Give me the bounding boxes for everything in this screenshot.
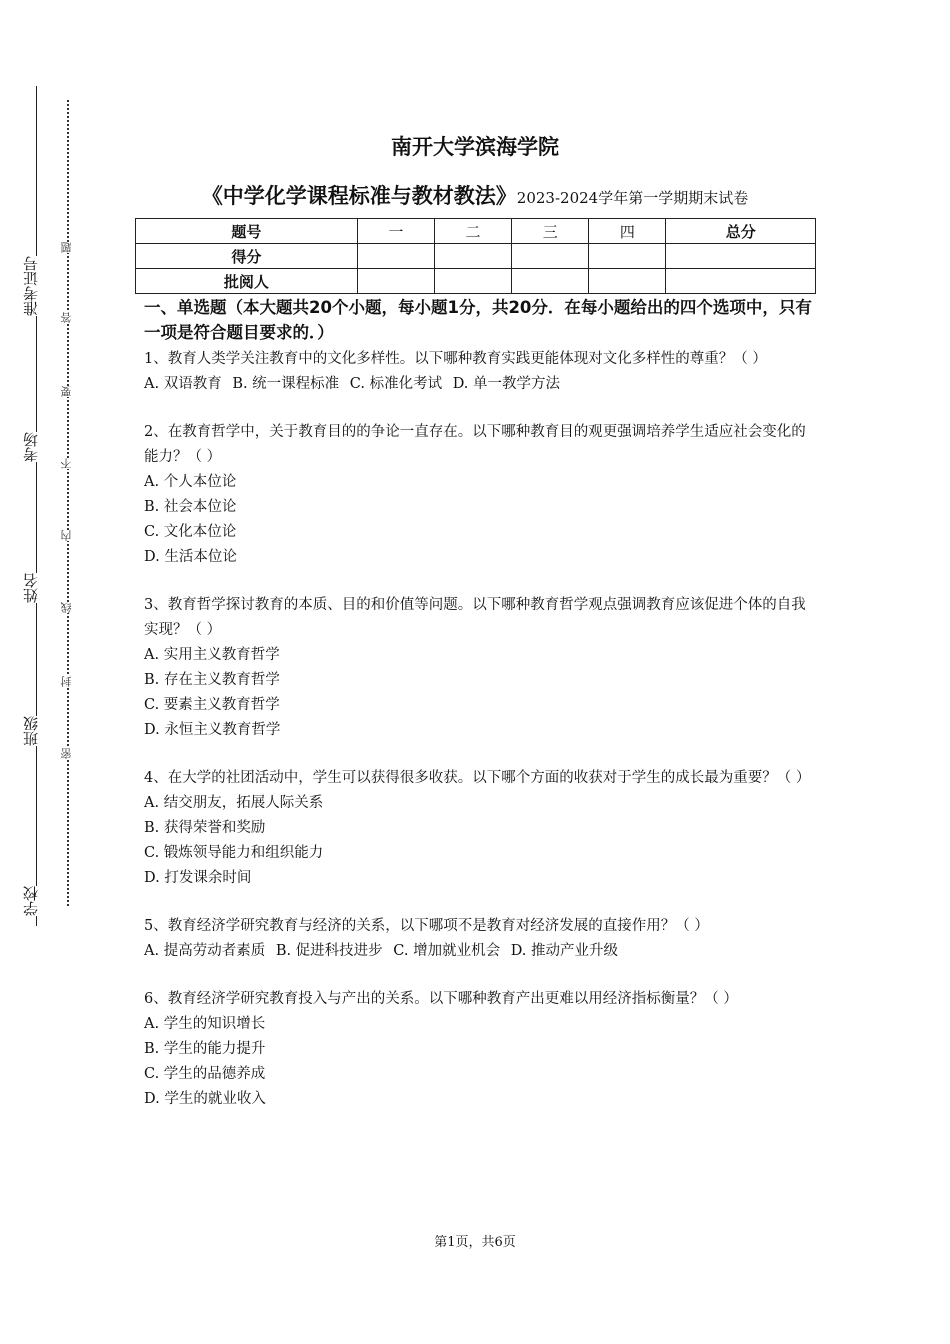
- school-label: 学校: [22, 886, 40, 916]
- course-title: 《中学化学课程标准与教材教法》: [201, 184, 517, 208]
- option-d: D. 永恒主义教育哲学: [144, 722, 281, 738]
- question-5: [144, 914, 816, 964]
- question-stem: 6、教育经济学研究教育投入与产出的关系。以下哪种教育产出更难以用经济指标衡量？（ ）: [144, 991, 738, 1007]
- question-4: [144, 766, 816, 891]
- question-2: [144, 420, 816, 570]
- section-title: 一、单选题（本大题共20个小题，每小题1分，共20分．在每小题给出的四个选项中，只有一项是符合题目要求的．）: [144, 298, 812, 342]
- admission-number-label: 准考证号: [22, 256, 40, 316]
- seal-char: 封: [60, 676, 73, 687]
- option-b: B. 学生的能力提升: [144, 1041, 266, 1057]
- reviewer-cell: [666, 269, 816, 294]
- option-a: A. 提高劳动者素质: [144, 943, 266, 959]
- option-c: C. 锻炼领导能力和组织能力: [144, 845, 324, 861]
- binding-line: [36, 86, 37, 926]
- seal-char: 线: [60, 602, 73, 613]
- school-name: 南开大学滨海学院: [391, 135, 559, 159]
- option-a: A. 学生的知识增长: [144, 1016, 266, 1032]
- score-cell: [589, 244, 666, 269]
- class-label: 班级: [22, 716, 40, 746]
- options-row: [144, 372, 816, 397]
- option-b: B. 获得荣誉和奖励: [144, 820, 266, 836]
- reviewer-cell: [434, 269, 511, 294]
- row-label-score: 得分: [136, 244, 358, 269]
- option-a: A. 双语教育: [144, 376, 222, 392]
- option-c: C. 增加就业机会: [393, 943, 501, 959]
- seal-dotted-line: [67, 100, 69, 906]
- header-cell: 总分: [666, 219, 816, 244]
- option-a: A. 实用主义教育哲学: [144, 647, 280, 663]
- header-cell: 一: [357, 219, 434, 244]
- seal-char: 要: [60, 386, 73, 397]
- option-d: D. 生活本位论: [144, 549, 237, 565]
- option-d: D. 学生的就业收入: [144, 1091, 266, 1107]
- question-1: [144, 347, 816, 397]
- exam-title: [0, 180, 950, 210]
- score-table: [135, 218, 816, 294]
- score-cell: [666, 244, 816, 269]
- option-c: C. 学生的品德养成: [144, 1066, 266, 1082]
- option-b: B. 统一课程标准: [232, 376, 340, 392]
- exam-info: 2023-2024学年第一学期期末试卷: [516, 189, 749, 207]
- option-b: B. 社会本位论: [144, 499, 237, 515]
- name-label: 姓名: [22, 573, 40, 603]
- header-cell: 四: [589, 219, 666, 244]
- option-b: B. 促进科技进步: [275, 943, 383, 959]
- seal-char: 内: [60, 530, 73, 541]
- question-content: [144, 295, 816, 1135]
- question-3: [144, 593, 816, 743]
- seal-char: 题: [60, 242, 73, 253]
- score-cell: [434, 244, 511, 269]
- header-cell: 题号: [136, 219, 358, 244]
- seal-char: 密: [60, 748, 73, 759]
- option-d: D. 打发课余时间: [144, 870, 252, 886]
- question-stem: 3、教育哲学探讨教育的本质、目的和价值等问题。以下哪种教育哲学观点强调教育应该促进个体的自我实现？（ ）: [144, 597, 806, 638]
- score-row: [136, 244, 816, 269]
- option-a: A. 结交朋友，拓展人际关系: [144, 795, 324, 811]
- seal-char: 不: [60, 458, 73, 469]
- score-table-header-row: [136, 219, 816, 244]
- reviewer-row: [136, 269, 816, 294]
- score-cell: [357, 244, 434, 269]
- exam-room-label: 考场: [22, 432, 40, 462]
- option-c: C. 文化本位论: [144, 524, 237, 540]
- question-stem: 5、教育经济学研究教育与经济的关系，以下哪项不是教育对经济发展的直接作用？（ ）: [144, 918, 709, 934]
- header-cell: 三: [512, 219, 589, 244]
- question-6: [144, 987, 816, 1112]
- page-footer: 第1页，共6页: [434, 1235, 516, 1250]
- option-a: A. 个人本位论: [144, 474, 237, 490]
- question-stem: 1、教育人类学关注教育中的文化多样性。以下哪种教育实践更能体现对文化多样性的尊重？（ ）: [144, 351, 767, 367]
- question-stem: 4、在大学的社团活动中，学生可以获得很多收获。以下哪个方面的收获对于学生的成长最为重要？（ ）: [144, 770, 811, 786]
- option-c: C. 标准化考试: [349, 376, 443, 392]
- reviewer-cell: [589, 269, 666, 294]
- seal-char: 答: [60, 312, 73, 323]
- reviewer-cell: [357, 269, 434, 294]
- option-d: D. 单一教学方法: [452, 376, 561, 392]
- options-row: [144, 939, 816, 964]
- option-c: C. 要素主义教育哲学: [144, 697, 280, 713]
- question-stem: 2、在教育哲学中，关于教育目的的争论一直存在。以下哪种教育目的观更强调培养学生适应社会变化的能力？（ ）: [144, 424, 806, 465]
- option-b: B. 存在主义教育哲学: [144, 672, 280, 688]
- row-label-reviewer: 批阅人: [136, 269, 358, 294]
- option-d: D. 推动产业升级: [510, 943, 619, 959]
- header-cell: 二: [434, 219, 511, 244]
- score-cell: [512, 244, 589, 269]
- reviewer-cell: [512, 269, 589, 294]
